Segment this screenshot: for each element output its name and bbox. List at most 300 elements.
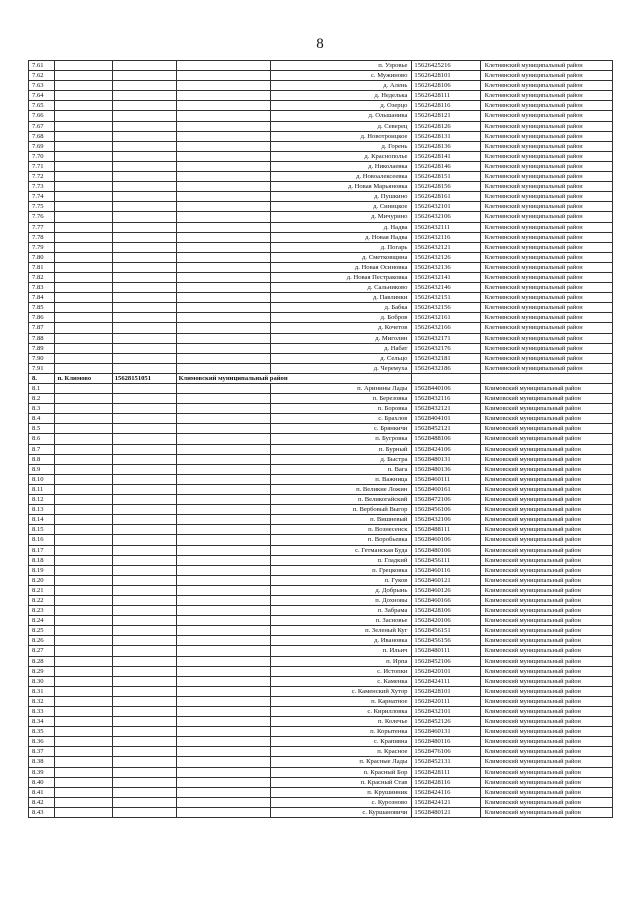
settlement-name: д. Пушкино	[271, 192, 412, 202]
empty-cell	[112, 192, 176, 202]
empty-cell	[112, 444, 176, 454]
empty-cell	[55, 182, 112, 192]
empty-cell	[176, 535, 271, 545]
empty-cell	[112, 303, 176, 313]
empty-cell	[55, 293, 112, 303]
row-number: 8.1	[29, 384, 55, 394]
empty-cell	[55, 696, 112, 706]
empty-cell	[112, 172, 176, 182]
empty-cell	[112, 747, 176, 757]
row-number: 7.85	[29, 303, 55, 313]
table-row	[29, 737, 613, 747]
oktmo-code: 15628424111	[412, 676, 480, 686]
section-settlement: п. Климово	[55, 373, 112, 383]
table-row	[29, 333, 613, 343]
settlement-name: д. Горень	[271, 141, 412, 151]
row-number: 7.61	[29, 61, 55, 71]
empty-cell	[176, 192, 271, 202]
empty-cell	[112, 575, 176, 585]
settlement-name: п. Вербовый Выгор	[271, 505, 412, 515]
oktmo-code: 15628424106	[412, 444, 480, 454]
settlement-name: с. Гетманская Буда	[271, 545, 412, 555]
settlement-name: д. Новоалексеевка	[271, 172, 412, 182]
empty-cell	[55, 151, 112, 161]
empty-cell	[176, 232, 271, 242]
empty-cell	[55, 484, 112, 494]
settlement-name: п. Колечье	[271, 717, 412, 727]
row-number: 8.28	[29, 656, 55, 666]
empty-cell	[112, 61, 176, 71]
oktmo-code: 15626432146	[412, 283, 480, 293]
table-row	[29, 585, 613, 595]
oktmo-code: 15628424116	[412, 787, 480, 797]
oktmo-code: 15628404101	[412, 414, 480, 424]
empty-cell	[176, 424, 271, 434]
row-number: 7.78	[29, 232, 55, 242]
district-name: Климовский муниципальный район	[480, 464, 612, 474]
empty-cell	[112, 101, 176, 111]
district-name: Клетнянский муниципальный район	[480, 121, 612, 131]
table-row	[29, 272, 613, 282]
page-number: 8	[316, 36, 324, 52]
empty-cell	[55, 363, 112, 373]
oktmo-code: 15628456111	[412, 555, 480, 565]
empty-cell	[55, 323, 112, 333]
settlement-name: п. Ирпа	[271, 656, 412, 666]
settlement-name: д. Новая Марьяновка	[271, 182, 412, 192]
settlement-name: с. Кирилловка	[271, 707, 412, 717]
empty-cell	[112, 424, 176, 434]
table-row	[29, 172, 613, 182]
settlement-name: п. Красное	[271, 747, 412, 757]
settlement-name: п. Дохновы	[271, 595, 412, 605]
empty-cell	[55, 353, 112, 363]
settlement-name: п. Корытенка	[271, 727, 412, 737]
empty-cell	[176, 272, 271, 282]
settlement-name: д. Добрынь	[271, 585, 412, 595]
empty-cell	[176, 353, 271, 363]
oktmo-code: 15628460121	[412, 575, 480, 585]
oktmo-code: 15626428111	[412, 91, 480, 101]
row-number: 8.16	[29, 535, 55, 545]
empty-cell	[55, 585, 112, 595]
empty-cell	[176, 343, 271, 353]
table-row	[29, 101, 613, 111]
district-name: Клетнянский муниципальный район	[480, 141, 612, 151]
oktmo-code: 15628432101	[412, 707, 480, 717]
row-number: 8.31	[29, 686, 55, 696]
oktmo-code: 15626428106	[412, 81, 480, 91]
empty-cell	[176, 686, 271, 696]
empty-cell	[112, 646, 176, 656]
empty-cell	[176, 313, 271, 323]
district-name: Клетнянский муниципальный район	[480, 161, 612, 171]
section-empty-cell	[480, 373, 612, 383]
row-number: 7.63	[29, 81, 55, 91]
empty-cell	[55, 787, 112, 797]
oktmo-code: 15628428111	[412, 767, 480, 777]
oktmo-code: 15626425216	[412, 61, 480, 71]
oktmo-code: 15626428151	[412, 172, 480, 182]
row-number: 8.19	[29, 565, 55, 575]
table-row	[29, 414, 613, 424]
oktmo-code: 15626428136	[412, 141, 480, 151]
empty-cell	[55, 91, 112, 101]
district-name: Климовский муниципальный район	[480, 535, 612, 545]
row-number: 8.38	[29, 757, 55, 767]
oktmo-code: 15626428121	[412, 111, 480, 121]
empty-cell	[112, 666, 176, 676]
oktmo-code: 15626428141	[412, 151, 480, 161]
table-row	[29, 222, 613, 232]
settlement-name: п. Зеленый Куг	[271, 626, 412, 636]
settlement-name: п. Березовка	[271, 394, 412, 404]
row-number: 8.23	[29, 606, 55, 616]
row-number: 8.7	[29, 444, 55, 454]
empty-cell	[55, 737, 112, 747]
row-number: 8.21	[29, 585, 55, 595]
empty-cell	[112, 717, 176, 727]
table-row	[29, 212, 613, 222]
oktmo-code: 15626428146	[412, 161, 480, 171]
district-name: Климовский муниципальный район	[480, 565, 612, 575]
empty-cell	[176, 707, 271, 717]
oktmo-code: 15626432181	[412, 353, 480, 363]
empty-cell	[176, 363, 271, 373]
row-number: 7.87	[29, 323, 55, 333]
oktmo-code: 15628432106	[412, 515, 480, 525]
settlement-name: д. Быстра	[271, 454, 412, 464]
district-name: Климовский муниципальный район	[480, 474, 612, 484]
table-row	[29, 777, 613, 787]
district-name: Климовский муниципальный район	[480, 626, 612, 636]
empty-cell	[55, 242, 112, 252]
table-row	[29, 484, 613, 494]
table-row	[29, 707, 613, 717]
table-row	[29, 636, 613, 646]
district-name: Климовский муниципальный район	[480, 717, 612, 727]
empty-cell	[112, 454, 176, 464]
table-row	[29, 767, 613, 777]
district-name: Климовский муниципальный район	[480, 545, 612, 555]
district-name: Климовский муниципальный район	[480, 616, 612, 626]
empty-cell	[55, 283, 112, 293]
empty-cell	[112, 797, 176, 807]
empty-cell	[176, 595, 271, 605]
table-row	[29, 394, 613, 404]
district-name: Климовский муниципальный район	[480, 656, 612, 666]
empty-cell	[176, 727, 271, 737]
oktmo-code: 15628424121	[412, 797, 480, 807]
empty-cell	[55, 797, 112, 807]
empty-cell	[55, 303, 112, 313]
oktmo-code: 15626432136	[412, 262, 480, 272]
table-row	[29, 676, 613, 686]
district-name: Климовский муниципальный район	[480, 454, 612, 464]
row-number: 7.88	[29, 333, 55, 343]
table-row	[29, 464, 613, 474]
settlement-name: д. Ивановка	[271, 636, 412, 646]
table-row	[29, 646, 613, 656]
row-number: 7.70	[29, 151, 55, 161]
district-name: Климовский муниципальный район	[480, 767, 612, 777]
empty-cell	[112, 565, 176, 575]
empty-cell	[55, 565, 112, 575]
oktmo-code: 15628456156	[412, 636, 480, 646]
empty-cell	[55, 232, 112, 242]
oktmo-code: 15628456151	[412, 626, 480, 636]
row-number: 7.89	[29, 343, 55, 353]
oktmo-code: 15626432106	[412, 212, 480, 222]
empty-cell	[55, 262, 112, 272]
oktmo-code: 15628428116	[412, 777, 480, 787]
empty-cell	[176, 787, 271, 797]
empty-cell	[112, 535, 176, 545]
empty-cell	[176, 323, 271, 333]
empty-cell	[176, 505, 271, 515]
table-body-district-7	[29, 61, 613, 374]
empty-cell	[55, 212, 112, 222]
empty-cell	[112, 737, 176, 747]
row-number: 8.41	[29, 787, 55, 797]
table-row	[29, 656, 613, 666]
row-number: 7.74	[29, 192, 55, 202]
empty-cell	[112, 505, 176, 515]
empty-cell	[112, 787, 176, 797]
empty-cell	[55, 727, 112, 737]
district-name: Климовский муниципальный район	[480, 495, 612, 505]
empty-cell	[176, 81, 271, 91]
empty-cell	[112, 656, 176, 666]
oktmo-code: 15626428156	[412, 182, 480, 192]
settlement-name: д. Кочетов	[271, 323, 412, 333]
oktmo-code: 15626432126	[412, 252, 480, 262]
oktmo-code: 15628452126	[412, 717, 480, 727]
table-row	[29, 141, 613, 151]
empty-cell	[112, 252, 176, 262]
empty-cell	[55, 313, 112, 323]
table-row	[29, 131, 613, 141]
row-number: 8.9	[29, 464, 55, 474]
district-name: Климовский муниципальный район	[480, 575, 612, 585]
table-row	[29, 91, 613, 101]
settlement-name: п. Великие Ложин	[271, 484, 412, 494]
table-row	[29, 515, 613, 525]
table-row	[29, 202, 613, 212]
settlement-name: д. Алень	[271, 81, 412, 91]
settlement-name: с. Каменка	[271, 676, 412, 686]
empty-cell	[55, 545, 112, 555]
empty-cell	[112, 283, 176, 293]
empty-cell	[55, 555, 112, 565]
empty-cell	[55, 192, 112, 202]
row-number: 8.36	[29, 737, 55, 747]
district-name: Климовский муниципальный район	[480, 555, 612, 565]
district-name: Клетнянский муниципальный район	[480, 131, 612, 141]
table-row	[29, 696, 613, 706]
empty-cell	[176, 384, 271, 394]
empty-cell	[112, 545, 176, 555]
oktmo-code: 15628476106	[412, 747, 480, 757]
row-number: 7.72	[29, 172, 55, 182]
empty-cell	[112, 636, 176, 646]
settlement-name: д. Погарь	[271, 242, 412, 252]
empty-cell	[55, 434, 112, 444]
empty-cell	[55, 535, 112, 545]
row-number: 8.40	[29, 777, 55, 787]
settlement-name: п. Ильич	[271, 646, 412, 656]
empty-cell	[112, 71, 176, 81]
row-number: 8.34	[29, 717, 55, 727]
table-body-district-8	[29, 384, 613, 818]
empty-cell	[176, 262, 271, 272]
district-name: Климовский муниципальный район	[480, 797, 612, 807]
empty-cell	[55, 111, 112, 121]
empty-cell	[55, 515, 112, 525]
empty-cell	[112, 242, 176, 252]
empty-cell	[176, 161, 271, 171]
empty-cell	[176, 585, 271, 595]
empty-cell	[112, 515, 176, 525]
settlement-name: п. Засновье	[271, 616, 412, 626]
table-row	[29, 565, 613, 575]
district-name: Климовский муниципальный район	[480, 525, 612, 535]
oktmo-code: 15628480111	[412, 646, 480, 656]
empty-cell	[176, 151, 271, 161]
empty-cell	[112, 262, 176, 272]
district-name: Климовский муниципальный район	[480, 777, 612, 787]
empty-cell	[176, 484, 271, 494]
settlement-name: п. Гладкий	[271, 555, 412, 565]
settlement-name: п. Узровье	[271, 61, 412, 71]
empty-cell	[112, 131, 176, 141]
empty-cell	[55, 575, 112, 585]
row-number: 8.14	[29, 515, 55, 525]
oktmo-code: 15626432116	[412, 232, 480, 242]
row-number: 8.43	[29, 807, 55, 817]
settlement-name: д. Северец	[271, 121, 412, 131]
empty-cell	[55, 121, 112, 131]
district-name: Клетнянский муниципальный район	[480, 323, 612, 333]
settlement-name: д. Синицкое	[271, 202, 412, 212]
empty-cell	[112, 293, 176, 303]
district-name: Клетнянский муниципальный район	[480, 242, 612, 252]
table-row	[29, 424, 613, 434]
row-number: 8.8	[29, 454, 55, 464]
table-row	[29, 686, 613, 696]
district-name: Климовский муниципальный район	[480, 595, 612, 605]
district-name: Климовский муниципальный район	[480, 505, 612, 515]
section-empty-cell	[412, 373, 480, 383]
section-district: Климовский муниципальный район	[176, 373, 412, 383]
empty-cell	[112, 232, 176, 242]
empty-cell	[112, 202, 176, 212]
row-number: 8.5	[29, 424, 55, 434]
table-row	[29, 343, 613, 353]
settlement-name: д. Бобров	[271, 313, 412, 323]
district-name: Климовский муниципальный район	[480, 787, 612, 797]
settlement-name: д. Сметковщина	[271, 252, 412, 262]
empty-cell	[112, 353, 176, 363]
empty-cell	[112, 595, 176, 605]
table-row	[29, 535, 613, 545]
settlement-name: д. Бабка	[271, 303, 412, 313]
district-name: Клетнянский муниципальный район	[480, 192, 612, 202]
table-row	[29, 474, 613, 484]
settlement-name: д. Миголин	[271, 333, 412, 343]
row-number: 7.91	[29, 363, 55, 373]
empty-cell	[55, 757, 112, 767]
district-name: Клетнянский муниципальный район	[480, 222, 612, 232]
row-number: 8.4	[29, 414, 55, 424]
settlement-name: с. Крапивна	[271, 737, 412, 747]
empty-cell	[176, 757, 271, 767]
table-row	[29, 111, 613, 121]
empty-cell	[55, 646, 112, 656]
district-name: Климовский муниципальный район	[480, 757, 612, 767]
settlement-name: с. Курозново	[271, 797, 412, 807]
row-number: 7.67	[29, 121, 55, 131]
empty-cell	[176, 293, 271, 303]
district-name: Климовский муниципальный район	[480, 807, 612, 817]
empty-cell	[176, 182, 271, 192]
district-name: Клетнянский муниципальный район	[480, 101, 612, 111]
empty-cell	[112, 333, 176, 343]
table-row	[29, 797, 613, 807]
oktmo-code: 15626432141	[412, 272, 480, 282]
table-row	[29, 182, 613, 192]
empty-cell	[176, 303, 271, 313]
table-row	[29, 666, 613, 676]
settlement-name: д. Новая Осиновка	[271, 262, 412, 272]
row-number: 7.82	[29, 272, 55, 282]
empty-cell	[55, 464, 112, 474]
empty-cell	[112, 161, 176, 171]
empty-cell	[112, 474, 176, 484]
empty-cell	[176, 555, 271, 565]
settlement-name: п. Красный Бор	[271, 767, 412, 777]
empty-cell	[176, 283, 271, 293]
oktmo-code: 15628420106	[412, 616, 480, 626]
empty-cell	[112, 555, 176, 565]
empty-cell	[176, 141, 271, 151]
row-number: 7.71	[29, 161, 55, 171]
table-row	[29, 303, 613, 313]
oktmo-code: 15626432151	[412, 293, 480, 303]
empty-cell	[55, 424, 112, 434]
empty-cell	[112, 777, 176, 787]
district-name: Клетнянский муниципальный район	[480, 172, 612, 182]
oktmo-code: 15626428131	[412, 131, 480, 141]
oktmo-code: 15626432171	[412, 333, 480, 343]
empty-cell	[176, 525, 271, 535]
empty-cell	[112, 696, 176, 706]
row-number: 7.79	[29, 242, 55, 252]
empty-cell	[176, 121, 271, 131]
district-name: Климовский муниципальный район	[480, 646, 612, 656]
empty-cell	[176, 646, 271, 656]
settlements-table	[28, 60, 613, 818]
empty-cell	[176, 414, 271, 424]
empty-cell	[176, 71, 271, 81]
settlement-name: п. Вишневый	[271, 515, 412, 525]
empty-cell	[176, 111, 271, 121]
empty-cell	[55, 141, 112, 151]
empty-cell	[112, 525, 176, 535]
row-number: 8.3	[29, 404, 55, 414]
oktmo-code: 15628460111	[412, 474, 480, 484]
table-row	[29, 121, 613, 131]
